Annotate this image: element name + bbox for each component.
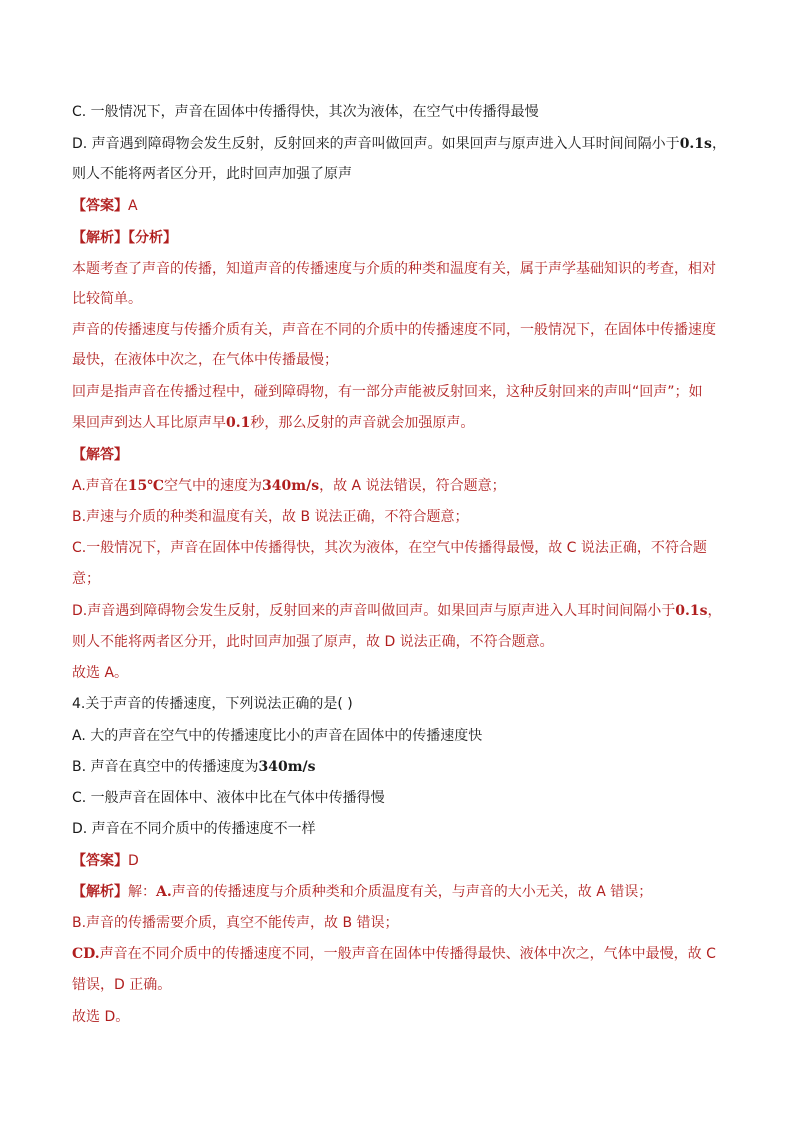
answer-value: A [128,198,138,214]
text: 意； [72,571,100,587]
analysis-2-line-1 [72,882,724,902]
solution-c-line-2 [72,569,724,589]
solution-label-line [72,445,724,465]
text: B. 声音在真空中的传播速度为 [72,759,259,775]
text: 声音在不同介质中的传播速度不同，一般声音在固体中传播得最快、液体中次之，气体中最慢，故 C [99,946,716,962]
text: 回声是指声音在传播过程中，碰到障碍物，有一部分声能被反射回来，这种反射回来的声叫“回声”；如 [72,384,703,400]
text: 比较简单。 [72,291,142,307]
text: 声音的传播速度与传播介质有关，声音在不同的介质中的传播速度不同，一般情况下，在固体中传播速度 [72,322,716,338]
text: 本题考查了声音的传播，知道声音的传播速度与介质的种类和温度有关，属于声学基础知识的考查，相对 [72,261,716,277]
text: B.声速与介质的种类和温度有关，故 B 说法正确，不符合题意； [72,509,469,525]
text: 故选 D。 [72,1009,130,1025]
text: 秒，那么反射的声音就会加强原声。 [250,415,475,431]
text: 最快，在液体中次之，在气体中传播最慢； [72,352,338,368]
answer-label: 【答案】 [72,853,128,869]
text: 则人不能将两者区分开，此时回声加强了原声 [72,166,352,182]
question-4 [72,694,724,714]
solution-c-line-1 [72,538,724,558]
value-340: 340m/s [262,478,320,494]
question-4-option-a [72,726,724,746]
analysis-2-line-3 [72,944,724,964]
analysis-2-line-2 [72,913,724,933]
text: ， [707,603,722,619]
question-4-option-c [72,788,724,808]
analysis-label-line [72,228,724,248]
option-d-line-1 [72,134,724,154]
analysis-p2-line-2 [72,350,724,370]
value-0-1: 0.1 [226,415,251,431]
text: D. 声音在不同介质中的传播速度不一样 [72,821,316,837]
label-a: A. [156,884,172,900]
analysis-p1-line-2 [72,289,724,309]
solution-d-line-2 [72,632,724,652]
text: C. 一般情况下，声音在固体中传播得快，其次为液体，在空气中传播得最慢 [72,104,539,120]
analysis-p1-line-1 [72,259,724,279]
text: 则人不能将两者区分开，此时回声加强了原声，故 D 说法正确，不符合题意。 [72,634,554,650]
value-15c: 15℃ [127,478,165,494]
analysis-p3-line-1 [72,382,724,402]
question-4-option-b [72,757,724,777]
value-0-1s: 0.1s [679,136,712,152]
analysis-label: 【解析】 [72,884,128,900]
analysis-2-line-4 [72,975,724,995]
choose-2 [72,1007,724,1027]
text: ，故 A 说法错误，符合题意； [319,478,506,494]
analysis-label: 【解析】【分析】 [72,230,177,246]
answer-label: 【答案】 [72,198,128,214]
text: C.一般情况下，声音在固体中传播得快，其次为液体，在空气中传播得最慢，故 C 说法正确，不符合题 [72,540,707,556]
text: 故选 A。 [72,665,129,681]
solution-a-line [72,476,724,496]
solution-b-line [72,507,724,527]
solution-label: 【解答】 [72,447,128,463]
text: 声音的传播速度与介质种类和介质温度有关，与声音的大小无关，故 A 错误； [171,884,653,900]
text: ， [711,136,726,152]
text: D. 声音遇到障碍物会发生反射，反射回来的声音叫做回声。如果回声与原声进入人耳时间间隔小于 [72,136,680,152]
value-340: 340m/s [258,759,316,775]
option-c-line [72,102,724,122]
text: B.声音的传播需要介质，真空不能传声，故 B 错误； [72,915,399,931]
text: 4.关于声音的传播速度，下列说法正确的是( ) [72,696,353,712]
answer-2 [72,851,724,871]
text: 解： [128,884,156,900]
solution-d-line-1 [72,601,724,621]
text: 错误，D 正确。 [72,977,172,993]
analysis-p2-line-1 [72,320,724,340]
text: 空气中的速度为 [164,478,263,494]
question-4-option-d [72,819,724,839]
text: C. 一般声音在固体中、液体中比在气体中传播得慢 [72,790,385,806]
text: D.声音遇到障碍物会发生反射，反射回来的声音叫做回声。如果回声与原声进入人耳时间间隔小于 [72,603,676,619]
value-0-1s: 0.1s [675,603,708,619]
label-cd: CD. [72,946,100,962]
answer-1 [72,196,724,216]
option-d-line-2 [72,164,724,184]
answer-value: D [128,853,139,869]
text: 果回声到达人耳比原声早 [72,415,226,431]
choose-1 [72,663,724,683]
text: A.声音在 [72,478,128,494]
analysis-p3-line-2 [72,413,724,433]
text: A. 大的声音在空气中的传播速度比小的声音在固体中的传播速度快 [72,728,483,744]
